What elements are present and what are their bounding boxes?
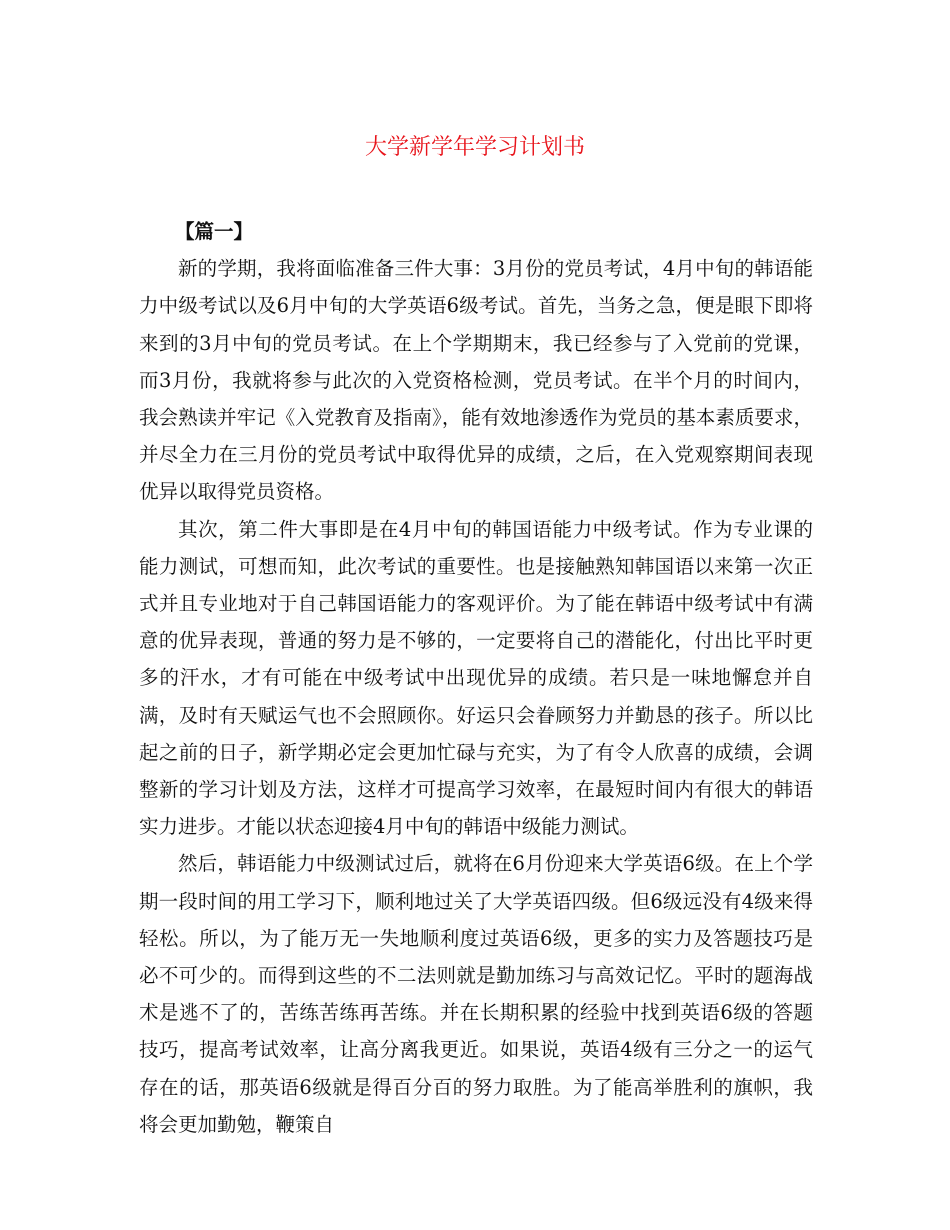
document-title: 大学新学年学习计划书	[364, 135, 585, 160]
paragraph-1: 新的学期，我将面临准备三件大事：3月份的党员考试，4月中旬的韩语能力中级考试以及6月中旬的大学英语6级考试。首先，当务之急，便是眼下即将来到的3月中旬的党员考试。在上个学期期末，我已经参与了入党前的党课，而3月份，我就将参与此次的入党资格检测，党员考试。在半个月的时间内，我会熟读并牢记《入党教育及指南》，能有效地渗透作为党员的基本素质要求，并尽全力在三月份的党员考试中取得优异的成绩，之后，在入党观察期间表现优异以取得党员资格。	[139, 257, 813, 504]
section-heading: 【篇一】	[175, 220, 254, 243]
document-body	[139, 213, 813, 1143]
paragraph-3: 然后，韩语能力中级测试过后，就将在6月份迎来大学英语6级。在上个学期一段时间的用工学习下，顺利地过关了大学英语四级。但6级远没有4级来得轻松。所以，为了能万无一失地顺利度过英语6级，更多的实力及答题技巧是必不可少的。而得到这些的不二法则就是勤加练习与高效记忆。平时的题海战术是逃不了的，苦练苦练再苦练。并在长期积累的经验中找到英语6级的答题技巧，提高考试效率，让高分离我更近。如果说，英语4级有三分之一的运气存在的话，那英语6级就是得百分百的努力取胜。为了能高举胜利的旗帜，我将会更加勤勉，鞭策自	[139, 852, 813, 1136]
paragraph-2: 其次，第二件大事即是在4月中旬的韩国语能力中级考试。作为专业课的能力测试，可想而知，此次考试的重要性。也是接触熟知韩国语以来第一次正式并且专业地对于自己韩国语能力的客观评价。为了能在韩语中级考试中有满意的优异表现，普通的努力是不够的，一定要将自己的潜能化，付出比平时更多的汗水，才有可能在中级考试中出现优异的成绩。若只是一味地懈怠并自满，及时有天赋运气也不会照顾你。好运只会眷顾努力并勤恳的孩子。所以比起之前的日子，新学期必定会更加忙碌与充实，为了有令人欣喜的成绩，会调整新的学习计划及方法，这样才可提高学习效率，在最短时间内有很大的韩语实力进步。才能以状态迎接4月中旬的韩语中级能力测试。	[139, 517, 813, 839]
